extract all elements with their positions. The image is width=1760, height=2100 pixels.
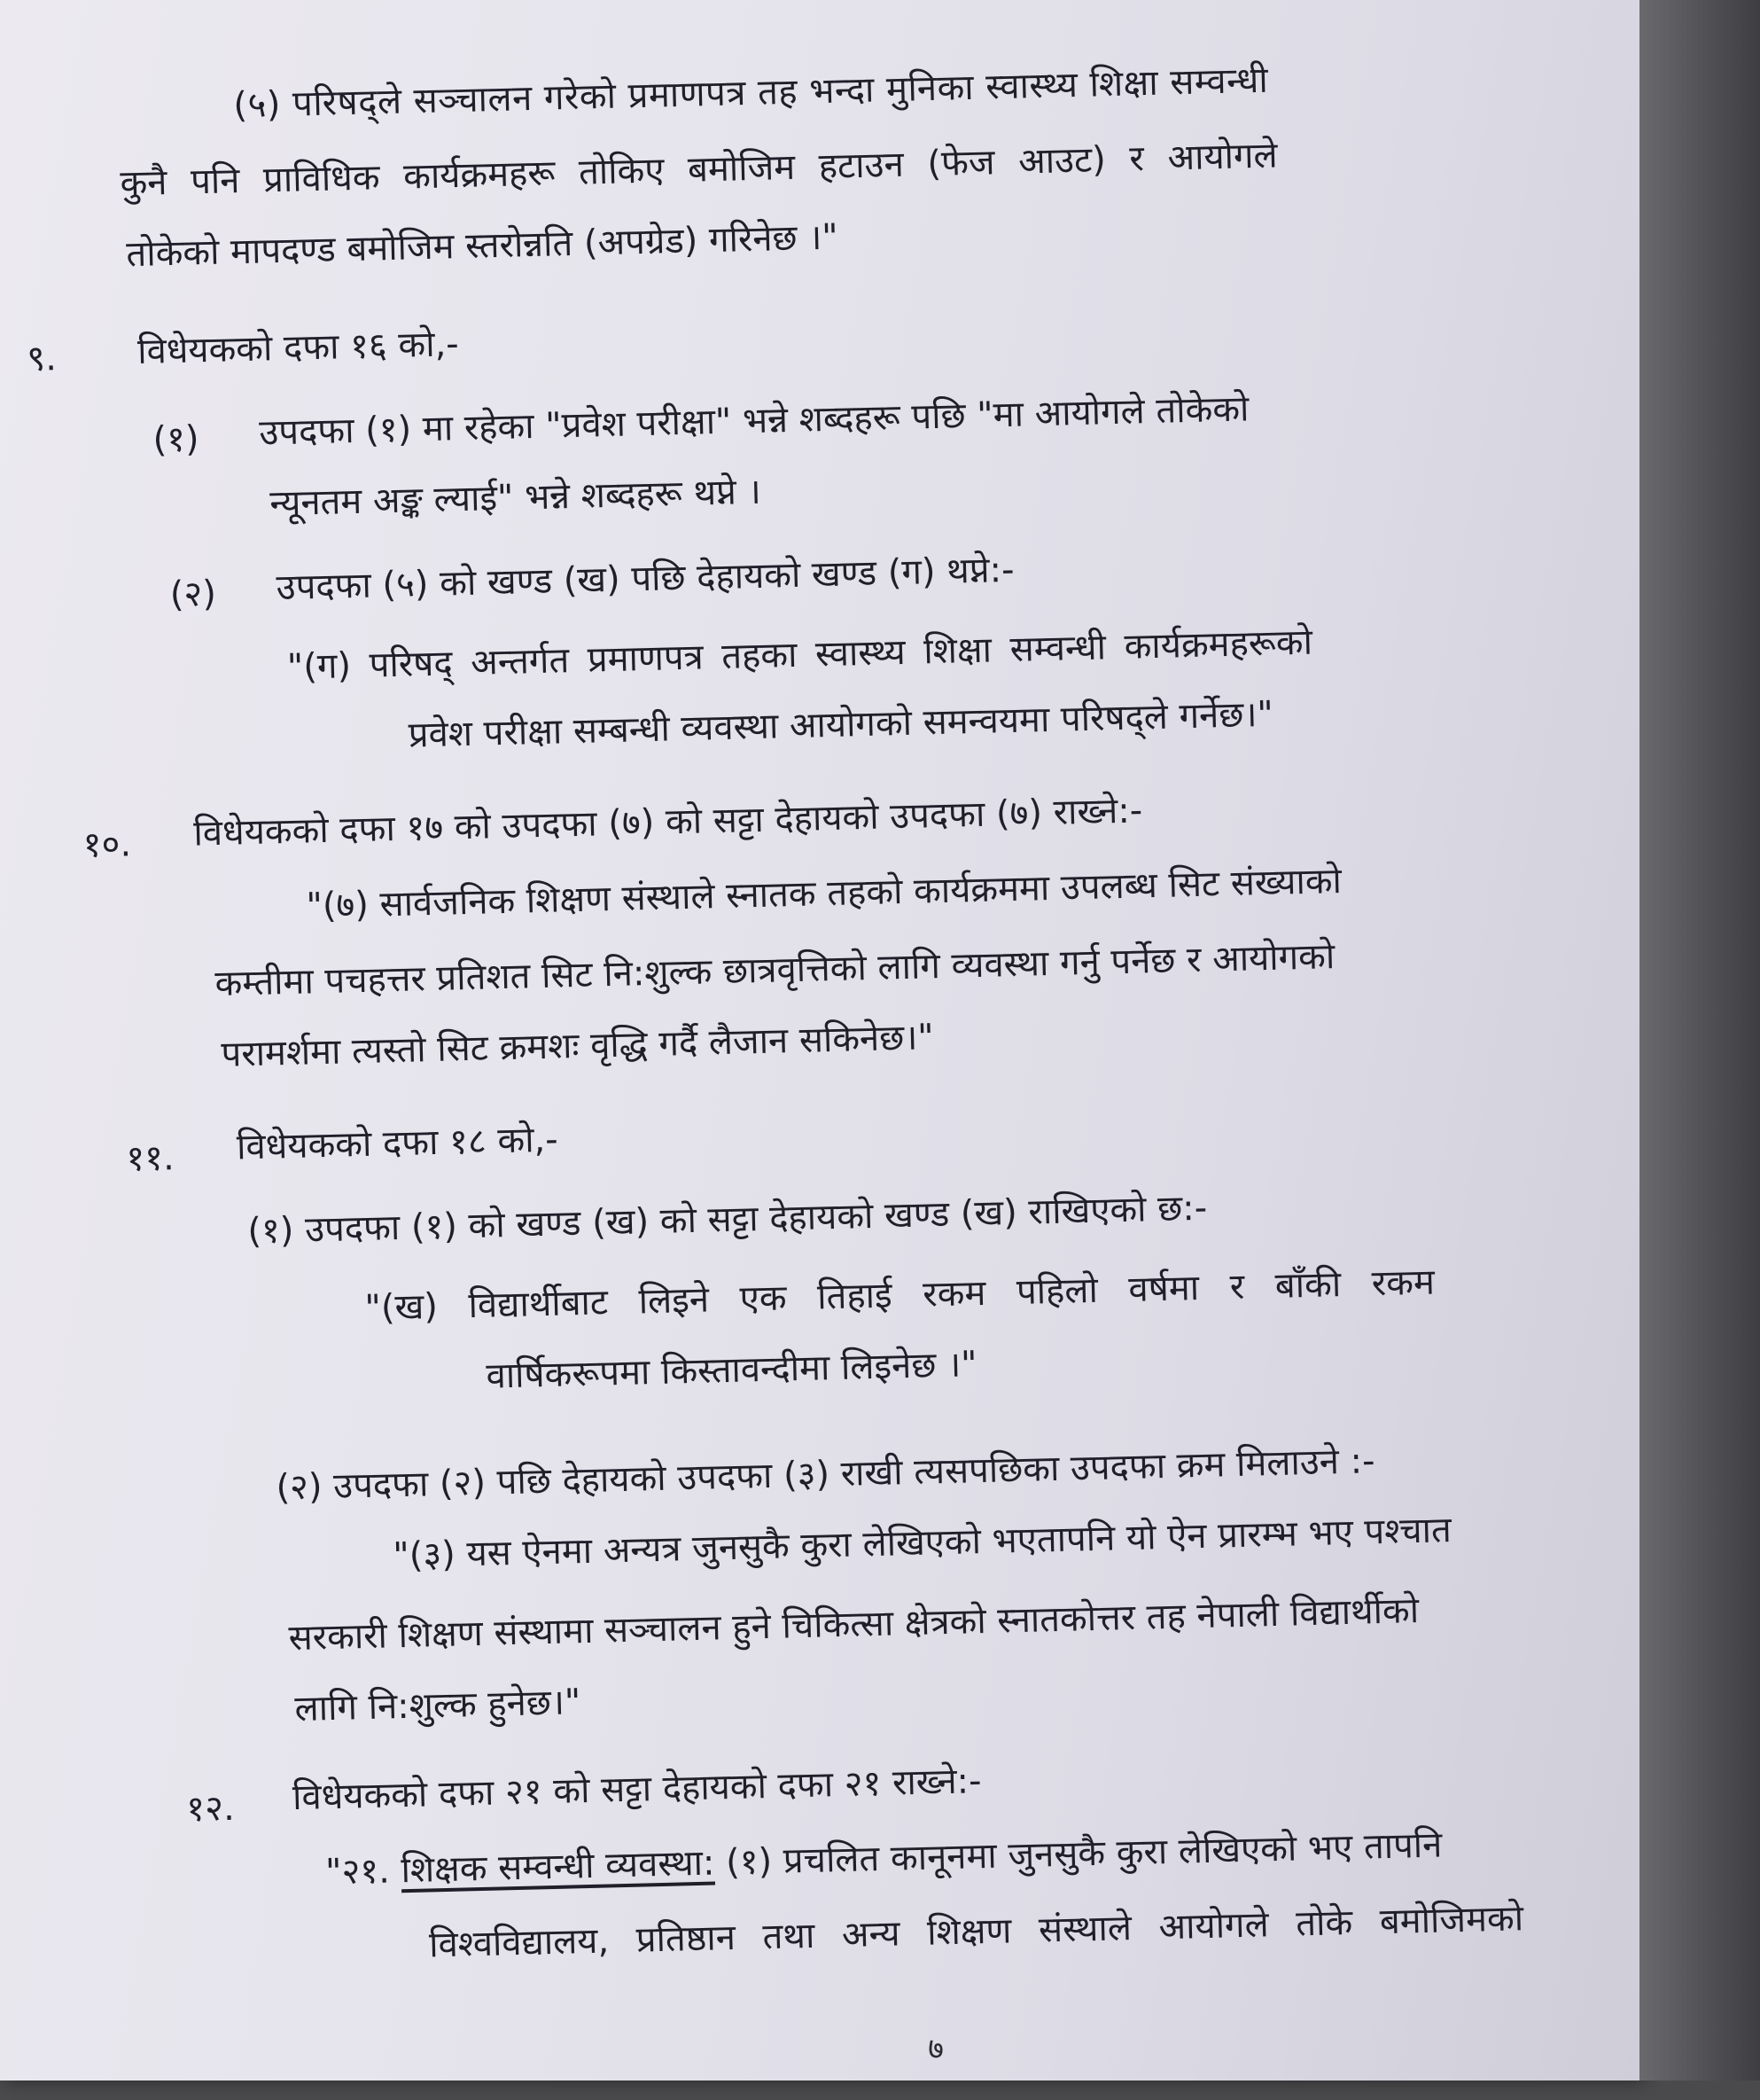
section12-number: १२. [185,1787,236,1831]
section11-item2-line1: (२) उपदफा (२) पछि देहायको उपदफा (३) राखी त्यसपछिका उपदफा क्रम मिलाउने :- [275,1440,1376,1509]
section11-number: ११. [125,1137,175,1180]
section12-quote-line1-rest: (१) प्रचलित कानूनमा जुनसुकै कुरा लेखिएको भए तापनि [725,1824,1443,1884]
section9-quote-line2: प्रवेश परीक्षा सम्बन्धी व्यवस्था आयोगको समन्वयमा परिषद्ले गर्नेछ।" [408,693,1274,756]
section9-quote-line1: "(ग) परिषद् अन्तर्गत प्रमाणपत्र तहका स्वास्थ्य शिक्षा सम्वन्धी कार्यक्रमहरूको [286,621,1313,688]
section10-line2: कम्तीमा पचहत्तर प्रतिशत सिट नि:शुल्क छात्रवृत्तिको लागि व्यवस्था गर्नु पर्नेछ र आयोगको [214,936,1336,1005]
section9-item1-number: (१) [152,418,200,461]
section12-quote-line1 [325,1824,1443,1894]
section12-quote-title: शिक्षक सम्वन्धी व्यवस्था: [400,1842,715,1892]
section10-line3: परामर्शमा त्यस्तो सिट क्रमशः वृद्धि गर्दै लैजान सकिनेछ।" [220,1017,935,1075]
section12-heading: विधेयकको दफा २१ को सट्टा देहायको दफा २१ राख्ने:- [292,1760,983,1819]
section11-quote1-line1: "(ख) विद्यार्थीबाट लिइने एक तिहाई रकम पहिलो वर्षमा र बाँकी रकम [364,1261,1436,1330]
section11-item1-line1: (१) उपदफा (१) को खण्ड (ख) को सट्टा देहायको खण्ड (ख) राखिएको छ:- [246,1187,1208,1253]
section11-quote1-line2: वार्षिकरूपमा किस्तावन्दीमा लिइनेछ ।" [485,1344,978,1397]
section9-item1-line1: उपदफा (१) मा रहेका "प्रवेश परीक्षा" भन्ने शब्दहरू पछि "मा आयोगले तोकेको [258,388,1250,454]
section9-item2-line1: उपदफा (५) को खण्ड (ख) पछि देहायको खण्ड (ग) थप्ने:- [276,549,1016,609]
section9-number: ९. [26,338,58,380]
section10-number: १०. [82,824,132,866]
section9-item2-number: (२) [169,573,217,616]
section11-quote2-line3: लागि नि:शुल्क हुनेछ।" [294,1682,581,1730]
section10-heading: विधेयकको दफा १७ को उपदफा (७) को सट्टा देहायको उपदफा (७) राख्ने:- [192,790,1143,855]
page-number: ७ [927,2031,945,2067]
background-edge [1639,0,1760,2080]
section9-heading: विधेयकको दफा १६ को,- [136,324,460,372]
para5-line1: (५) परिषद्ले सञ्चालन गरेको प्रमाणपत्र तह भन्दा मुनिका स्वास्थ्य शिक्षा सम्वन्धी [232,59,1269,127]
section11-heading: विधेयकको दफा १८ को,- [236,1119,559,1168]
section12-quote-line2: विश्वविद्यालय, प्रतिष्ठान तथा अन्य शिक्षण संस्थाले आयोगले तोके बमोजिमको [428,1898,1524,1966]
section11-quote2-line2: सरकारी शिक्षण संस्थामा सञ्चालन हुने चिकित्सा क्षेत्रको स्नातकोत्तर तह नेपाली विद्यार्थीको [288,1590,1420,1659]
section9-item1-line2: न्यूनतम अङ्क ल्याई" भन्ने शब्दहरू थप्ने । [269,471,762,525]
para5-line3: तोकेको मापदण्ड बमोजिम स्तरोन्नति (अपग्रेड) गरिनेछ ।" [125,216,839,276]
section10-line1: "(७) सार्वजनिक शिक्षण संस्थाले स्नातक तहको कार्यक्रममा उपलब्ध सिट संख्याको [305,860,1343,927]
section11-quote2-line1: "(३) यस ऐनमा अन्यत्र जुनसुकै कुरा लेखिएको भएतापनि यो ऐन प्रारम्भ भए पश्चात [392,1510,1452,1577]
para5-line2: कुनै पनि प्राविधिक कार्यक्रमहरू तोकिए बमोजिम हटाउन (फेज आउट) र आयोगले [119,135,1279,205]
section12-quote-prefix: "२१. [324,1850,391,1893]
